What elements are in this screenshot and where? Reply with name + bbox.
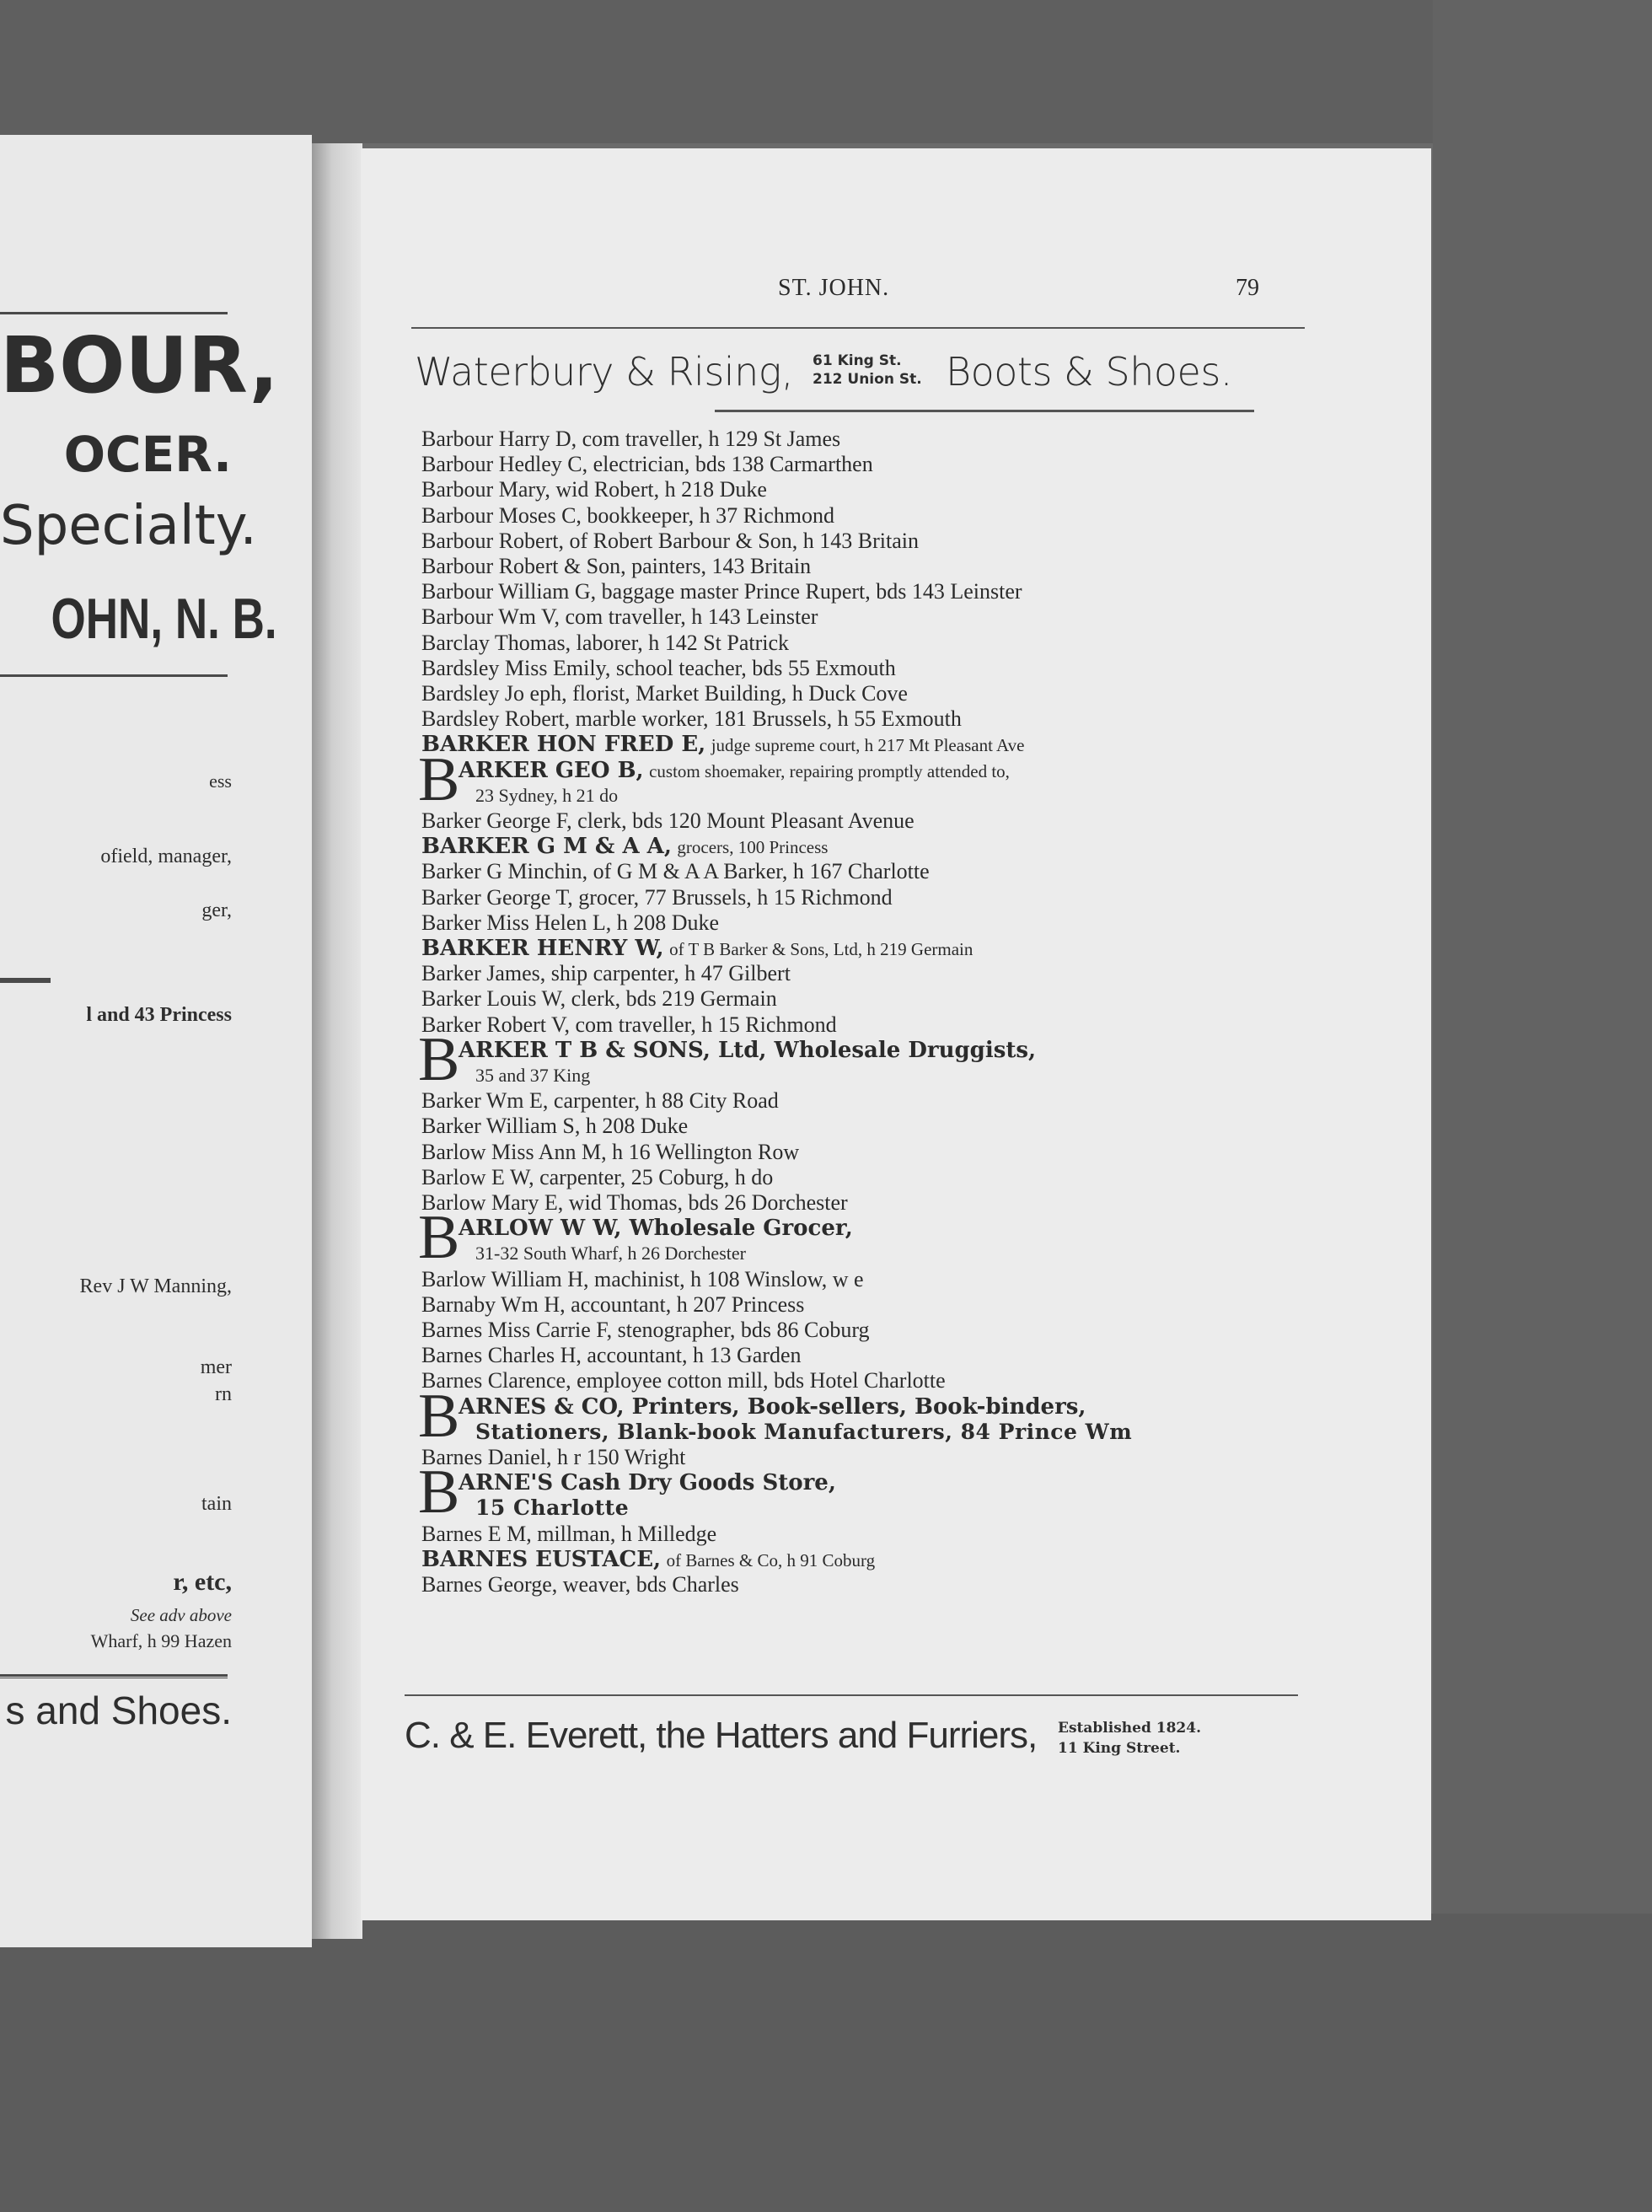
directory-entry: Barlow William H, machinist, h 108 Winslow, w e — [421, 1266, 864, 1291]
entry-name: ARKER GEO B, — [459, 757, 644, 783]
scanner-background-top — [0, 0, 1652, 143]
directory-entry: Barker Louis W, clerk, bds 219 Germain — [421, 986, 777, 1012]
entry-dropcap: B — [418, 1381, 460, 1451]
directory-entry: Barnes E M, millman, h Milledge — [421, 1521, 717, 1546]
left-page-line: s and Shoes. — [5, 1689, 232, 1732]
directory-entry: Barker Miss Helen L, h 208 Duke — [421, 910, 720, 935]
left-page-line: OCER. — [63, 426, 232, 483]
directory-entry: Barnes George, weaver, bds Charles — [421, 1572, 739, 1597]
bottom-ad-rule — [405, 1694, 1298, 1696]
running-title: ST. JOHN. — [778, 275, 890, 301]
scanner-background-right — [1433, 0, 1652, 2212]
directory-entry — [459, 1038, 1036, 1063]
bottom-ad-line-1: Established 1824. — [1058, 1720, 1201, 1737]
directory-entry: Barbour Harry D, com traveller, h 129 St James — [421, 427, 841, 451]
directory-entry: Barbour Hedley C, electrician, bds 138 Carmarthen — [421, 452, 873, 477]
entry-continuation: 31-32 South Wharf, h 26 Dorchester — [475, 1243, 746, 1264]
entry-name: ARLOW W W, Wholesale Grocer, — [459, 1216, 853, 1242]
directory-entry — [459, 1394, 1086, 1420]
directory-entry: Barnes Miss Carrie F, stenographer, bds 86 Coburg — [421, 1318, 870, 1342]
left-page-line: ger, — [201, 899, 232, 921]
left-page-line: l and 43 Princess — [86, 1004, 232, 1026]
directory-entry — [459, 1216, 853, 1241]
entry-name: BARNES EUSTACE, — [421, 1546, 662, 1572]
entry-details: grocers, 100 Princess — [677, 837, 829, 858]
page-number: 79 — [1236, 275, 1259, 301]
running-head — [361, 275, 1431, 309]
entry-details: judge supreme court, h 217 Mt Pleasant Ave — [711, 735, 1025, 756]
entry-continuation: Stationers, Blank-book Manufacturers, 84 Prince Wm — [475, 1419, 1133, 1444]
directory-entry — [459, 758, 1010, 784]
entry-name: ARNE'S Cash Dry Goods Store, — [459, 1470, 836, 1496]
entry-details: of T B Barker & Sons, Ltd, h 219 Germain — [669, 939, 974, 959]
left-page-line: Wharf, h 99 Hazen — [90, 1630, 232, 1651]
directory-entry: Barker William S, h 208 Duke — [421, 1114, 689, 1139]
entry-dropcap: B — [418, 1203, 460, 1273]
left-page-dash — [0, 978, 51, 983]
directory-entry — [421, 1547, 875, 1573]
top-ad-rule-lower — [715, 410, 1254, 412]
left-page-line: tain — [201, 1493, 232, 1515]
directory-entry: Barker George T, grocer, 77 Brussels, h 15 Richmond — [421, 884, 893, 910]
directory-entry — [421, 732, 1024, 758]
left-page-line: r, etc, — [173, 1568, 232, 1596]
left-page-top-rule — [0, 312, 228, 314]
top-advertisement — [411, 327, 1305, 420]
left-page-line: OHN, N. B. — [51, 587, 277, 651]
entry-details: of Barnes & Co, h 91 Coburg — [666, 1549, 876, 1570]
directory-entry — [421, 936, 973, 962]
bottom-advertisement — [405, 1694, 1298, 1787]
top-ad-address-2: 212 Union St. — [813, 371, 922, 388]
directory-entry: Barbour Wm V, com traveller, h 143 Leinster — [421, 604, 818, 630]
left-page-rule — [0, 674, 228, 677]
directory-entry: Barbour Mary, wid Robert, h 218 Duke — [421, 477, 767, 502]
directory-entry: Barclay Thomas, laborer, h 142 St Patrick — [421, 630, 790, 655]
left-page-rule-lower — [0, 1674, 228, 1677]
top-ad-address-1: 61 King St. — [813, 352, 902, 369]
directory-entry: Barbour Moses C, bookkeeper, h 37 Richmond — [421, 502, 835, 528]
left-page-line: ess — [209, 770, 232, 792]
directory-entry: Barlow Miss Ann M, h 16 Wellington Row — [421, 1139, 800, 1164]
entry-name: BARKER HON FRED E, — [421, 732, 706, 758]
left-page-line: BOUR, — [0, 320, 279, 411]
entry-name: BARKER HENRY W, — [421, 936, 664, 961]
left-page-line: Specialty. — [0, 495, 257, 557]
book-gutter — [312, 143, 362, 1939]
entry-name: BARKER G M & A A, — [421, 834, 672, 860]
left-page-line: Rev J W Manning, — [79, 1275, 232, 1297]
top-ad-name: Waterbury & Rising, — [415, 349, 793, 395]
directory-entry: Barlow Mary E, wid Thomas, bds 26 Dorchester — [421, 1190, 848, 1215]
scanner-background-bottom — [0, 1914, 1652, 2212]
entry-name: ARKER T B & SONS, Ltd, Wholesale Druggists, — [459, 1037, 1037, 1063]
directory-entry — [459, 1470, 836, 1495]
directory-entry: Barbour William G, baggage master Prince Rupert, bds 143 Leinster — [421, 579, 1022, 604]
directory-entry: Bardsley Jo eph, florist, Market Building, h Duck Cove — [421, 681, 908, 706]
entry-continuation: 35 and 37 King — [475, 1065, 591, 1086]
entry-dropcap: B — [418, 1024, 460, 1094]
left-page-line: See adv above — [130, 1605, 232, 1625]
top-ad-rule-upper — [411, 327, 1305, 329]
directory-entry: Barnes Charles H, accountant, h 13 Garden — [421, 1343, 802, 1368]
directory-entry: Bardsley Miss Emily, school teacher, bds 55 Exmouth — [421, 655, 896, 680]
left-facing-page — [0, 135, 312, 1947]
directory-entry: Barbour Robert & Son, painters, 143 Britain — [421, 554, 812, 578]
entry-details: custom shoemaker, repairing promptly attended to, — [649, 760, 1010, 781]
directory-entry: Barker G Minchin, of G M & A A Barker, h 167 Charlotte — [421, 859, 930, 884]
entry-dropcap: B — [418, 1458, 460, 1527]
directory-entry: Barbour Robert, of Robert Barbour & Son, h 143 Britain — [421, 528, 919, 553]
left-page-line: mer — [200, 1356, 232, 1378]
directory-entry: Barker James, ship carpenter, h 47 Gilbert — [421, 961, 791, 986]
left-page-line: ofield, manager, — [100, 846, 232, 867]
entry-continuation: 15 Charlotte — [475, 1495, 630, 1521]
directory-entry — [421, 834, 828, 860]
directory-entry: Bardsley Robert, marble worker, 181 Brussels, h 55 Exmouth — [421, 706, 962, 732]
directory-entry: Barker George F, clerk, bds 120 Mount Pleasant Avenue — [421, 808, 914, 833]
directory-entry: Barlow E W, carpenter, 25 Coburg, h do — [421, 1164, 774, 1189]
directory-entry: Barker Robert V, com traveller, h 15 Richmond — [421, 1012, 837, 1037]
top-ad-trade: Boots & Shoes. — [946, 349, 1232, 395]
directory-entry: Barker Wm E, carpenter, h 88 City Road — [421, 1088, 779, 1114]
left-page-line: rn — [215, 1383, 232, 1405]
directory-entry: Barnes Daniel, h r 150 Wright — [421, 1445, 686, 1469]
directory-page — [361, 148, 1431, 1920]
entry-dropcap: B — [418, 744, 460, 814]
directory-entry: Barnes Clarence, employee cotton mill, bds Hotel Charlotte — [421, 1368, 946, 1393]
bottom-ad-line-2: 11 King Street. — [1058, 1740, 1181, 1757]
entry-name: ARNES & CO, Printers, Book-sellers, Book-binders, — [459, 1393, 1086, 1420]
bottom-ad-name: C. & E. Everett, the Hatters and Furriers, — [405, 1715, 1038, 1756]
entry-continuation: 23 Sydney, h 21 do — [475, 784, 619, 806]
directory-entry: Barnaby Wm H, accountant, h 207 Princess — [421, 1291, 805, 1317]
